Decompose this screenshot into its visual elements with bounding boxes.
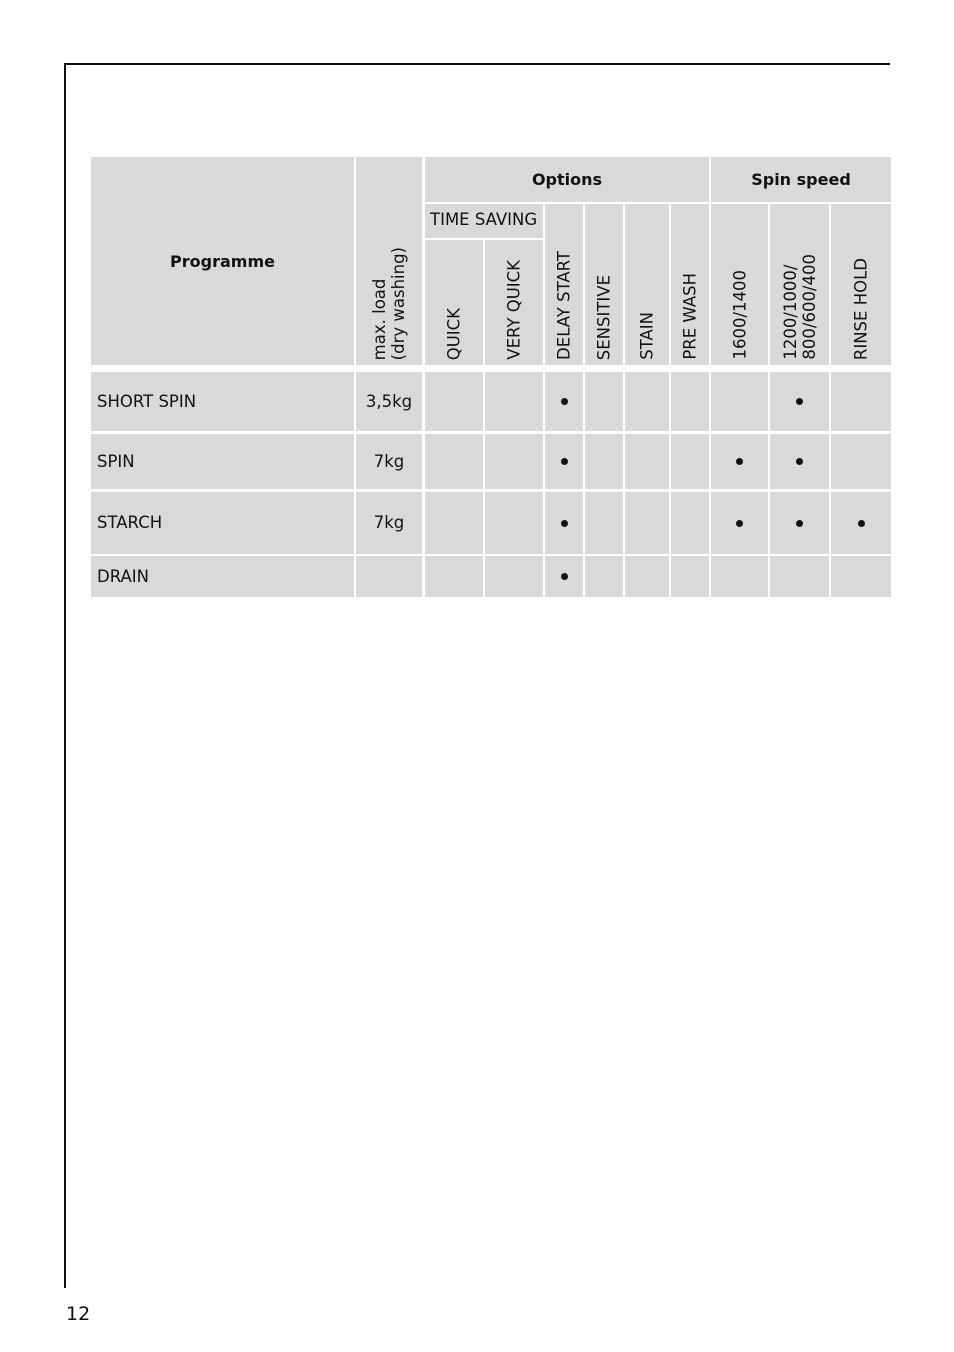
row-0-sensitive-cell bbox=[585, 372, 623, 431]
header-pre-wash-label: PRE WASH bbox=[680, 273, 700, 360]
row-3-load-cell bbox=[356, 556, 422, 597]
header-time-saving-cell bbox=[425, 204, 543, 238]
row-0-very-quick-cell bbox=[485, 372, 543, 431]
row-3-very-quick-cell bbox=[485, 556, 543, 597]
row-1-rinse-hold-cell bbox=[831, 434, 891, 489]
header-spin-speed-cell bbox=[711, 157, 891, 202]
header-time-saving-label: TIME SAVING bbox=[430, 210, 538, 229]
header-speed-1600-cell bbox=[711, 204, 768, 365]
header-pre-wash-cell bbox=[671, 204, 709, 365]
bullet-mark-icon bbox=[858, 520, 865, 527]
header-delay-start-cell bbox=[545, 204, 583, 365]
header-speed-1600-label: 1600/1400 bbox=[730, 270, 749, 360]
row-0-quick-cell bbox=[425, 372, 483, 431]
header-stain-label: STAIN bbox=[637, 312, 657, 360]
header-delay-start-label: DELAY START bbox=[554, 251, 574, 360]
row-2-rinse-hold-cell bbox=[831, 492, 891, 554]
row-2-speed-1200-cell bbox=[770, 492, 829, 554]
row-programme-name: SHORT SPIN bbox=[97, 391, 197, 411]
bullet-mark-icon bbox=[796, 458, 803, 465]
row-3-quick-cell bbox=[425, 556, 483, 597]
header-sensitive-label: SENSITIVE bbox=[594, 274, 614, 360]
row-0-pre-wash-cell bbox=[671, 372, 709, 431]
bullet-mark-icon bbox=[736, 458, 743, 465]
header-max-load-label: max. load (dry washing) bbox=[370, 246, 408, 360]
row-1-very-quick-cell bbox=[485, 434, 543, 489]
header-very-quick-cell bbox=[485, 240, 543, 365]
row-0-speed-1600-cell bbox=[711, 372, 768, 431]
header-programme-cell bbox=[91, 157, 354, 365]
row-0-speed-1200-cell bbox=[770, 372, 829, 431]
row-1-speed-1600-cell bbox=[711, 434, 768, 489]
row-2-stain-cell bbox=[625, 492, 669, 554]
header-speed-1200-cell bbox=[770, 204, 829, 365]
row-max-load-value: 3,5kg bbox=[365, 391, 413, 411]
header-sensitive-cell bbox=[585, 204, 623, 365]
row-1-sensitive-cell bbox=[585, 434, 623, 489]
row-3-programme-cell bbox=[91, 556, 354, 597]
header-programme-label: Programme bbox=[170, 252, 275, 271]
bullet-mark-icon bbox=[561, 398, 568, 405]
programme-options-table bbox=[91, 157, 891, 597]
row-1-programme-cell bbox=[91, 434, 354, 489]
page-frame-left-rule bbox=[64, 63, 66, 1288]
header-quick-label: QUICK bbox=[444, 307, 464, 360]
row-1-speed-1200-cell bbox=[770, 434, 829, 489]
page-number: 12 bbox=[66, 1303, 91, 1325]
row-3-speed-1600-cell bbox=[711, 556, 768, 597]
row-2-pre-wash-cell bbox=[671, 492, 709, 554]
page-frame-top-rule bbox=[64, 63, 890, 65]
row-2-quick-cell bbox=[425, 492, 483, 554]
row-2-programme-cell bbox=[91, 492, 354, 554]
header-options-cell bbox=[425, 157, 709, 202]
header-stain-cell bbox=[625, 204, 669, 365]
row-0-load-cell bbox=[356, 372, 422, 431]
header-max-load-cell bbox=[356, 157, 422, 365]
row-3-rinse-hold-cell bbox=[831, 556, 891, 597]
row-1-delay-start-cell bbox=[545, 434, 583, 489]
row-3-sensitive-cell bbox=[585, 556, 623, 597]
row-1-pre-wash-cell bbox=[671, 434, 709, 489]
row-max-load-value: 7kg bbox=[373, 451, 405, 471]
bullet-mark-icon bbox=[796, 520, 803, 527]
row-3-pre-wash-cell bbox=[671, 556, 709, 597]
header-very-quick-label: VERY QUICK bbox=[504, 260, 524, 360]
header-options-label: Options bbox=[531, 170, 603, 189]
row-2-sensitive-cell bbox=[585, 492, 623, 554]
bullet-mark-icon bbox=[561, 573, 568, 580]
row-1-load-cell bbox=[356, 434, 422, 489]
row-programme-name: STARCH bbox=[97, 513, 163, 532]
row-0-stain-cell bbox=[625, 372, 669, 431]
bullet-mark-icon bbox=[561, 520, 568, 527]
header-quick-cell bbox=[425, 240, 483, 365]
header-speed-1200-label: 1200/1000/ 800/600/400 bbox=[780, 254, 819, 360]
row-0-delay-start-cell bbox=[545, 372, 583, 431]
row-2-delay-start-cell bbox=[545, 492, 583, 554]
row-0-programme-cell bbox=[91, 372, 354, 431]
bullet-mark-icon bbox=[736, 520, 743, 527]
row-3-speed-1200-cell bbox=[770, 556, 829, 597]
header-rinse-hold-cell bbox=[831, 204, 891, 365]
row-3-delay-start-cell bbox=[545, 556, 583, 597]
row-2-load-cell bbox=[356, 492, 422, 554]
row-max-load-value: 7kg bbox=[373, 513, 405, 532]
bullet-mark-icon bbox=[561, 458, 568, 465]
row-2-speed-1600-cell bbox=[711, 492, 768, 554]
header-spin-speed-label: Spin speed bbox=[751, 170, 851, 189]
row-programme-name: DRAIN bbox=[97, 566, 149, 586]
row-2-very-quick-cell bbox=[485, 492, 543, 554]
header-rinse-hold-label: RINSE HOLD bbox=[851, 257, 871, 360]
row-programme-name: SPIN bbox=[97, 451, 135, 471]
row-0-rinse-hold-cell bbox=[831, 372, 891, 431]
row-3-stain-cell bbox=[625, 556, 669, 597]
bullet-mark-icon bbox=[796, 398, 803, 405]
row-1-quick-cell bbox=[425, 434, 483, 489]
row-1-stain-cell bbox=[625, 434, 669, 489]
